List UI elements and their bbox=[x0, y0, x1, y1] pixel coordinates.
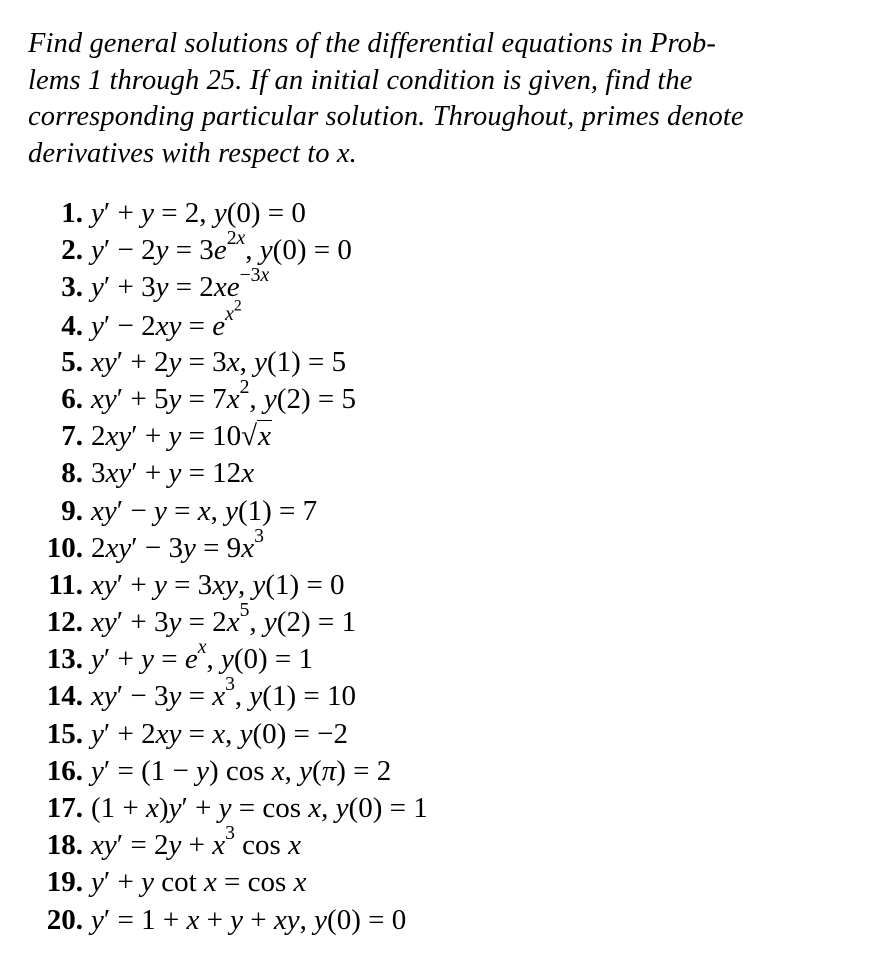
problem-number: 1. bbox=[61, 197, 83, 229]
problem-number: 5. bbox=[61, 345, 83, 378]
problem-equation: $y' - 2xy = e^{x^2}$ bbox=[91, 297, 242, 342]
instructions-paragraph bbox=[28, 26, 828, 172]
problem-equation: y′ = 1 + x + y + xy, y(0) = 0 bbox=[91, 903, 407, 936]
problem-item bbox=[28, 493, 848, 530]
problem-number: 20. bbox=[46, 903, 83, 936]
problem-item bbox=[28, 376, 848, 418]
problem-number: 11. bbox=[48, 568, 83, 601]
problem-item bbox=[28, 599, 848, 641]
problem-item bbox=[28, 418, 848, 455]
problem-item bbox=[28, 636, 848, 678]
problem-equation: y′ + y = 2, y(0) = 0 bbox=[91, 197, 306, 229]
problem-equation: $y' + 3y = 2xe^{-3x}$ bbox=[91, 264, 270, 304]
instructions-line-4: derivatives with respect to x. bbox=[28, 137, 357, 169]
problem-equation: y′ + y cot x = cos x bbox=[91, 866, 307, 899]
problem-item bbox=[28, 297, 848, 344]
problem-item bbox=[28, 195, 848, 232]
problem-equation: $y' - 2y = 3e^{2x}$, y(0) = 0 bbox=[91, 227, 352, 267]
problem-number: 7. bbox=[61, 420, 83, 453]
problem-item bbox=[28, 822, 848, 864]
problem-number: 10. bbox=[46, 531, 83, 564]
problem-number: 4. bbox=[61, 309, 83, 342]
problem-number: 8. bbox=[61, 457, 83, 490]
problem-item bbox=[28, 864, 848, 901]
problem-equation: xy′ + y = 3xy, y(1) = 0 bbox=[91, 568, 345, 601]
problem-equation: xy′ + 2y = 3x, y(1) = 5 bbox=[91, 345, 347, 378]
problem-item bbox=[28, 902, 848, 939]
problem-equation: $xy' - 3y = x^3$, y(1) = 10 bbox=[91, 673, 356, 713]
problem-number: 9. bbox=[61, 494, 83, 527]
problem-number: 6. bbox=[61, 382, 83, 415]
problem-number: 18. bbox=[46, 829, 83, 862]
problem-equation: (1 + x)y′ + y = cos x, y(0) = 1 bbox=[91, 792, 428, 824]
problem-item bbox=[28, 753, 848, 790]
problem-number: 13. bbox=[46, 643, 83, 676]
problem-equation: $xy' + 5y = 7x^2$, y(2) = 5 bbox=[91, 376, 356, 415]
instructions-line-2: lems 1 through 25. If an initial condition is given, find the bbox=[28, 64, 693, 96]
problem-equation: xy′ − y = x, y(1) = 7 bbox=[91, 494, 318, 527]
instructions-line-3: corresponding particular solution. Throughout, primes denote bbox=[28, 101, 744, 132]
problem-item bbox=[28, 455, 848, 492]
problem-equation: y′ = (1 − y) cos x, y(π) = 2 bbox=[91, 754, 392, 787]
problem-item bbox=[28, 524, 848, 567]
problem-item bbox=[28, 716, 848, 753]
problem-equation: 3xy′ + y = 12x bbox=[91, 457, 255, 490]
problem-equation: $xy' = 2y + x^3$ cos x bbox=[91, 822, 301, 862]
problem-number: 2. bbox=[61, 234, 83, 267]
problem-number: 12. bbox=[46, 606, 83, 639]
problem-item bbox=[28, 567, 848, 604]
problem-item bbox=[28, 790, 848, 827]
problem-number: 3. bbox=[61, 271, 83, 304]
problem-item bbox=[28, 344, 848, 381]
problem-equation: $y' + y = e^x$, y(0) = 1 bbox=[91, 636, 313, 676]
problem-item bbox=[28, 673, 848, 715]
problem-equation: $2xy' - 3y = 9x^3$ bbox=[91, 524, 264, 564]
problem-list bbox=[28, 195, 848, 939]
problem-item bbox=[28, 264, 848, 306]
problem-number: 15. bbox=[46, 717, 83, 750]
problem-equation: y′ + 2xy = x, y(0) = −2 bbox=[91, 717, 348, 750]
problem-number: 17. bbox=[46, 792, 83, 824]
problem-equation: 2xy′ + y = 10√x bbox=[91, 420, 271, 453]
problem-number: 14. bbox=[46, 680, 83, 713]
problem-number: 16. bbox=[46, 754, 83, 787]
problem-number: 19. bbox=[46, 866, 83, 899]
instructions-line-1: Find general solutions of the differential equations in Prob- bbox=[28, 28, 716, 59]
problem-equation: $xy' + 3y = 2x^5$, y(2) = 1 bbox=[91, 599, 356, 639]
problem-item bbox=[28, 227, 848, 269]
